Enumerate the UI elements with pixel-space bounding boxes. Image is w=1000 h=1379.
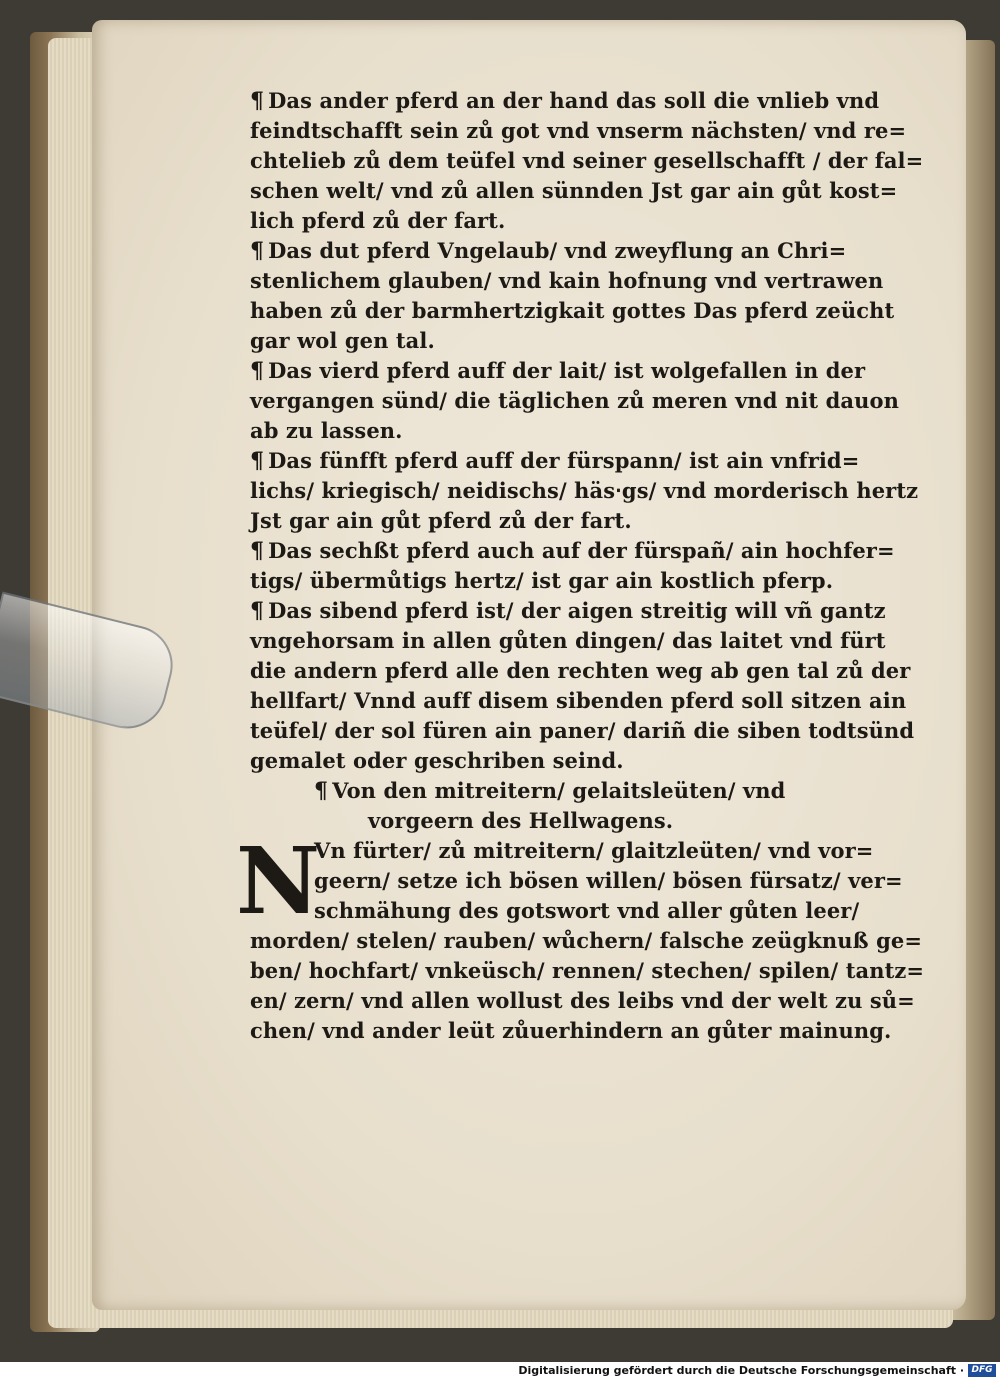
footer-bar <box>0 1362 1000 1379</box>
text-line: schmähung des gotswort vnd aller gůten leer/ <box>314 898 860 923</box>
text-line: ben/ hochfart/ vnkeüsch/ rennen/ stechen/ spilen/ tantz= <box>250 958 925 983</box>
text-line: ¶ Das ander pferd an der hand das soll die vnlieb vnd <box>250 86 890 116</box>
text-line: vergangen sünd/ die täglichen zů meren vnd nit dauon <box>250 388 899 413</box>
text-line: morden/ stelen/ rauben/ wůchern/ falsche zeügknuß ge= <box>250 928 923 953</box>
text-line: lich pferd zů der fart. <box>250 208 506 233</box>
text-line: chen/ vnd ander leüt zůuerhindern an gůter mainung. <box>250 1018 892 1043</box>
text-line: teüfel/ der sol füren ain paner/ dariñ die siben todtsünd <box>250 718 915 743</box>
section-heading: vorgeern des Hellwagens. <box>368 808 674 833</box>
text-line: ¶ Das dut pferd Vngelaub/ vnd zweyflung an Chri= <box>250 236 890 266</box>
initial-paragraph <box>236 827 925 1046</box>
text-line: Vn fürter/ zů mitreitern/ glaitzleüten/ vnd vor= <box>314 838 874 863</box>
text-line: haben zů der barmhertzigkait gottes Das pferd zeücht <box>250 298 895 323</box>
page-text <box>236 86 925 1046</box>
text-line: ¶ Das sibend pferd ist/ der aigen streitig will vñ gantz <box>250 596 890 626</box>
text-line: feindtschafft sein zů got vnd vnserm nächsten/ vnd re= <box>250 118 907 143</box>
text-line: gemalet oder geschriben seind. <box>250 748 624 773</box>
text-line: ab zu lassen. <box>250 418 403 443</box>
text-line: Jst gar ain gůt pferd zů der fart. <box>250 508 632 533</box>
section-heading: ¶ Von den mitreitern/ gelaitsleüten/ vnd <box>250 776 890 806</box>
funding-credit: Digitalisierung gefördert durch die Deutsche Forschungsgemeinschaft · <box>518 1364 964 1377</box>
text-line: schen welt/ vnd zů allen sünnden Jst gar ain gůt kost= <box>250 178 898 203</box>
text-line: tigs/ übermůtigs hertz/ ist gar ain kostlich pferp. <box>250 568 834 593</box>
text-line: chtelieb zů dem teüfel vnd seiner gesellschafft / der fal= <box>250 148 924 173</box>
drop-initial: N <box>236 827 321 935</box>
text-line: vngehorsam in allen gůten dingen/ das laitet vnd fürt <box>250 628 886 653</box>
text-line: hellfart/ Vnnd auff disem sibenden pferd soll sitzen ain <box>250 688 907 713</box>
text-line: ¶ Das sechßt pferd auch auf der fürspañ/ ain hochfer= <box>250 536 890 566</box>
dfg-logo: DFG <box>968 1364 996 1377</box>
text-line: ¶ Das vierd pferd auff der lait/ ist wolgefallen in der <box>250 356 890 386</box>
text-line: ¶ Das fünfft pferd auff der fürspann/ ist ain vnfrid= <box>250 446 890 476</box>
text-line: gar wol gen tal. <box>250 328 435 353</box>
text-line: stenlichem glauben/ vnd kain hofnung vnd vertrawen <box>250 268 884 293</box>
text-line: en/ zern/ vnd allen wollust des leibs vnd der welt zu sů= <box>250 988 915 1013</box>
text-line: lichs/ kriegisch/ neidischs/ häs‧gs/ vnd morderisch hertz <box>250 478 919 503</box>
text-line: die andern pferd alle den rechten weg ab gen tal zů der <box>250 658 911 683</box>
text-line: geern/ setze ich bösen willen/ bösen fürsatz/ ver= <box>314 868 903 893</box>
